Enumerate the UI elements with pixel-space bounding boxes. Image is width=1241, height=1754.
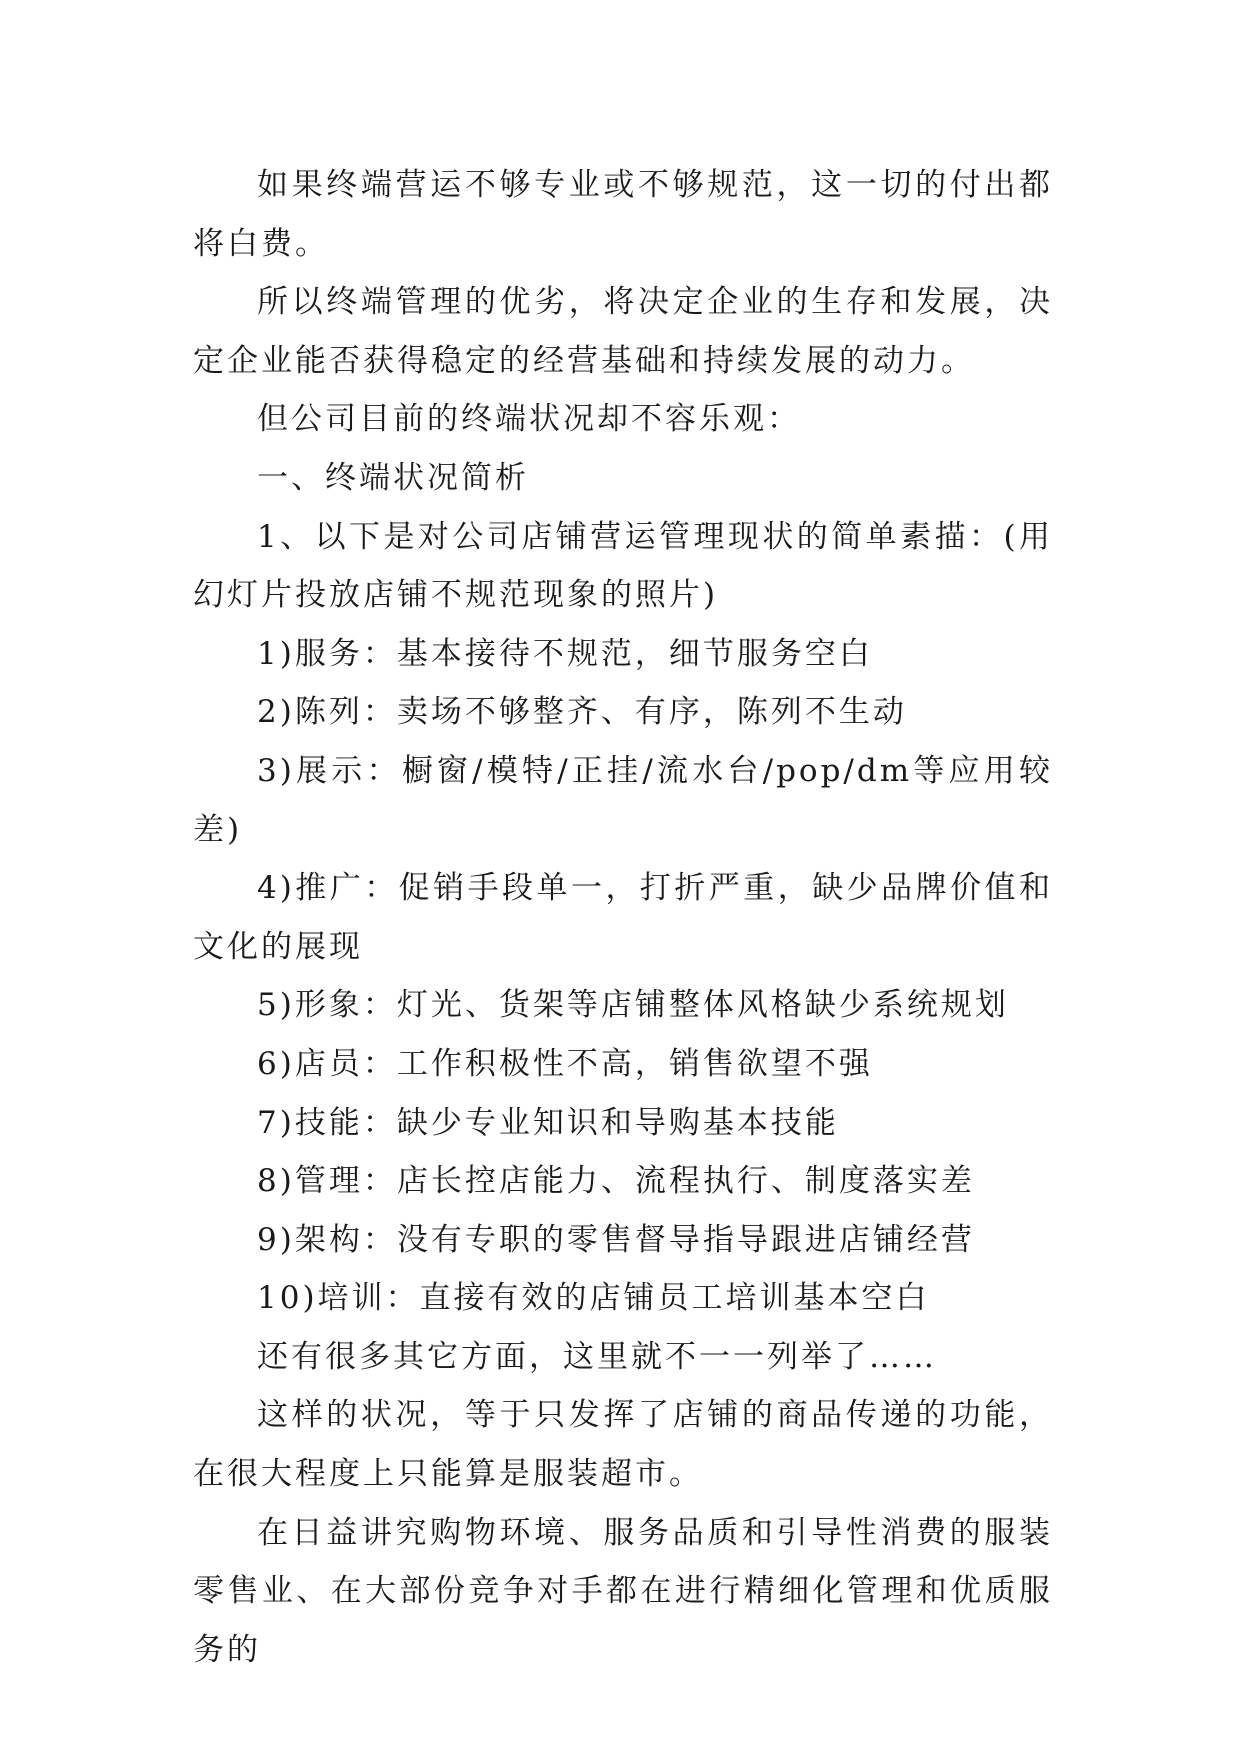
list-item: 9)架构：没有专职的零售督导指导跟进店铺经营 [257,1221,975,1258]
paragraph: 所以终端管理的优劣，将决定企业的生存和发展，决定企业能否获得稳定的经营基础和持续发展的动力。 [193,284,1053,379]
section-heading: 一、终端状况简析 [257,459,529,496]
list-item: 4)推广：促销手段单一，打折严重，缺少品牌价值和文化的展现 [193,870,1053,965]
list-item: 3)展示：橱窗/模特/正挂/流水台/pop/dm等应用较差) [193,752,1053,848]
paragraph: 在日益讲究购物环境、服务品质和引导性消费的服装零售业、在大部份竞争对手都在进行精细化管理和优质服务的 [193,1514,1053,1668]
list-item: 2)陈列：卖场不够整齐、有序，陈列不生动 [257,694,907,731]
document-body [193,156,1053,1679]
paragraph: 这样的状况，等于只发挥了店铺的商品传递的功能，在很大程度上只能算是服装超市。 [193,1397,1053,1493]
list-item: 1)服务：基本接待不规范，细节服务空白 [257,635,873,672]
paragraph: 但公司目前的终端状况却不容乐观： [257,401,801,438]
list-item: 6)店员：工作积极性不高，销售欲望不强 [257,1045,873,1082]
list-item: 8)管理：店长控店能力、流程执行、制度落实差 [257,1163,975,1200]
paragraph: 如果终端营运不够专业或不够规范，这一切的付出都将白费。 [193,167,1053,262]
paragraph: 1、以下是对公司店铺营运管理现状的简单素描：(用幻灯片投放店铺不规范现象的照片) [193,518,1053,614]
paragraph: 还有很多其它方面，这里就不一一列举了…… [257,1338,937,1375]
list-item: 7)技能：缺少专业知识和导购基本技能 [257,1104,839,1141]
list-item: 10)培训：直接有效的店铺员工培训基本空白 [257,1280,930,1317]
list-item: 5)形象：灯光、货架等店铺整体风格缺少系统规划 [257,987,1009,1024]
